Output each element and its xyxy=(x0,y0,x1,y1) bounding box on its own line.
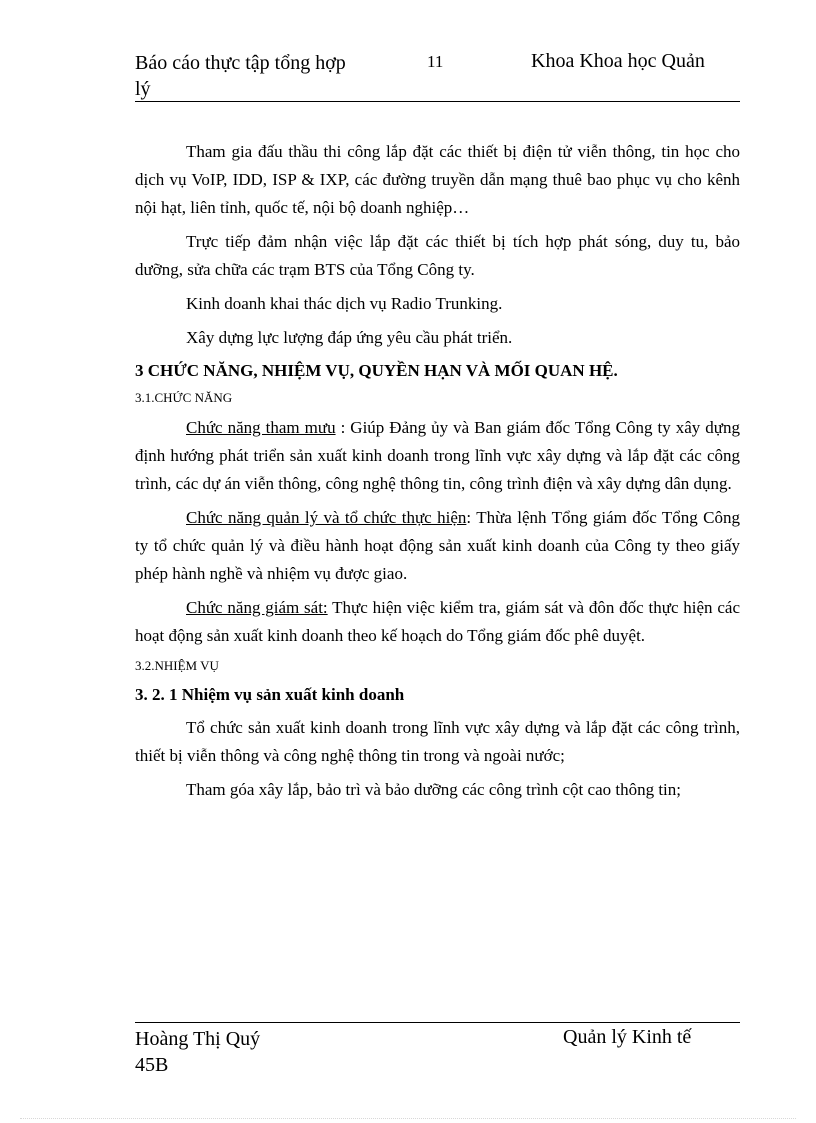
section-3-1-heading: 3.1.CHỨC NĂNG xyxy=(135,390,233,405)
author-class: 45B xyxy=(135,1054,169,1076)
paragraph-bts: Trực tiếp đảm nhận việc lắp đặt các thiết bị tích hợp phát sóng, duy tu, bảo dưỡng, sửa chữa các trạm BTS của Tổng Công ty. xyxy=(135,232,740,279)
advisory-function-label: Chức năng tham mưu xyxy=(186,418,336,437)
footer-rule xyxy=(135,1022,740,1023)
supervision-function-label: Chức năng giám sát: xyxy=(186,598,328,617)
section-3-2-heading: 3.2.NHIỆM VỤ xyxy=(135,658,219,673)
page-header xyxy=(135,48,740,102)
paragraph-workforce: Xây dựng lực lượng đáp ứng yêu cầu phát triển. xyxy=(186,328,513,347)
header-title-line1: Báo cáo thực tập tổng hợp xyxy=(135,52,346,74)
paragraph-bidding: Tham gia đấu thầu thi công lắp đặt các thiết bị điện tử viễn thông, tin học cho dịch vụ VoIP, IDD, ISP & IXP, các đường truyền dẫn mạng thuê bao phục vụ cho kênh nội hạt, liên tỉnh, quốc tế, nội bộ doanh nghiệp… xyxy=(135,142,740,217)
paragraph-radio-trunking: Kinh doanh khai thác dịch vụ Radio Trunking. xyxy=(186,294,503,313)
header-report-title xyxy=(135,50,375,102)
advisory-function-text: : Giúp Đảng ủy và Ban giám đốc Tổng Công ty xây dựng định hướng phát triển sản xuất kinh doanh trong lĩnh vực xây dựng và lắp đặt các công trình, các dự án viễn thông, công nghệ thông tin, công trình điện và xây dựng dân dụng. xyxy=(135,418,740,493)
footer-major: Quản lý Kinh tế xyxy=(563,1026,692,1048)
management-function-text: : Thừa lệnh Tổng giám đốc Tổng Công ty tổ chức quản lý và điều hành hoạt động sản xuất kinh doanh của Công ty theo giấy phép hành nghề và nhiệm vụ được giao. xyxy=(135,508,740,583)
paragraph-advisory-function xyxy=(135,414,740,498)
page-bottom-border xyxy=(20,1118,796,1119)
paragraph-management-function xyxy=(135,504,740,588)
supervision-function-text: Thực hiện việc kiểm tra, giám sát và đôn đốc thực hiện các hoạt động sản xuất kinh doanh theo kế hoạch do Tổng giám đốc phê duyệt. xyxy=(135,598,740,645)
management-function-label: Chức năng quản lý và tổ chức thực hiện xyxy=(186,508,467,527)
header-rule xyxy=(135,101,740,102)
document-body xyxy=(135,138,740,810)
section-3-2-1-heading: 3. 2. 1 Nhiệm vụ sản xuất kinh doanh xyxy=(135,685,405,704)
header-title-line2: lý xyxy=(135,78,151,100)
page-number: 11 xyxy=(427,52,444,71)
paragraph-supervision-function xyxy=(135,594,740,650)
paragraph-task-towers: Tham góa xây lắp, bảo trì và bảo dưỡng các công trình cột cao thông tin; xyxy=(186,780,682,799)
page-footer xyxy=(135,1022,740,1082)
author-name: Hoàng Thị Quý xyxy=(135,1028,261,1050)
section-3-heading: 3 CHỨC NĂNG, NHIỆM VỤ, QUYỀN HẠN VÀ MỐI QUAN HỆ. xyxy=(135,361,618,380)
footer-author xyxy=(135,1026,315,1078)
header-faculty: Khoa Khoa học Quản xyxy=(531,50,705,72)
paragraph-task-production: Tổ chức sản xuất kinh doanh trong lĩnh vực xây dựng và lắp đặt các công trình, thiết bị viễn thông và công nghệ thông tin trong và ngoài nước; xyxy=(135,718,740,765)
